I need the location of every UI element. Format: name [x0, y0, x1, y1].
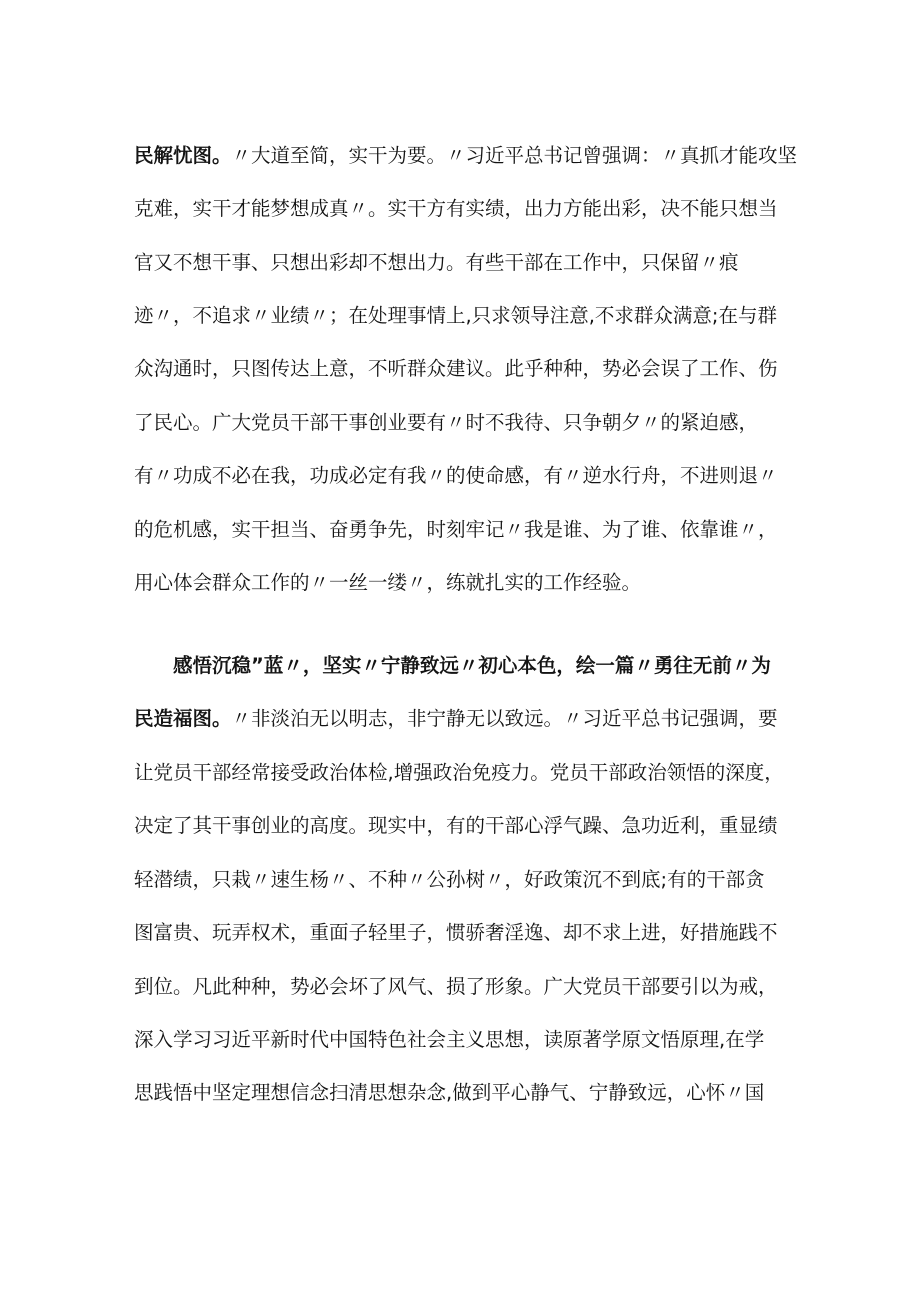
- paragraph-2-line-5: [134, 867, 765, 893]
- text-run: 克难，实干才能梦想成真〃。实干方有实绩，出力方能出彩，决不能只想当: [134, 197, 778, 220]
- text-run: 〃大道至简，实干为要。〃习近平总书记曾强调：〃真抓才能攻坚: [231, 144, 798, 167]
- paragraph-1-line-4: [134, 303, 777, 329]
- bold-run: 民造福图。: [134, 707, 232, 730]
- paragraph-2-line-4: [134, 813, 778, 839]
- text-run: 轻潜绩，只栽〃速生杨〃、不种〃公孙树〃，好政策沉不到底;有的干部贪: [134, 868, 765, 891]
- text-run: 用心体会群众工作的〃一丝一缕〃，练就扎实的工作经验。: [134, 571, 642, 594]
- paragraph-1-line-6: [134, 410, 758, 436]
- paragraph-1-line-7: [134, 463, 778, 489]
- paragraph-1-line-9: [134, 570, 641, 596]
- paragraph-1-line-1: [134, 143, 797, 169]
- text-run: 迹〃，不追求〃业绩〃；在处理事情上,只求领导注意,不求群众满意;在与群: [134, 304, 777, 327]
- text-run: 众沟通时，只图传达上意，不听群众建议。此乎种种，势必会误了工作、伤: [134, 357, 778, 380]
- text-run: 到位。凡此种种，势必会坏了风气、损了形象。广大党员干部要引以为戒，: [134, 975, 778, 998]
- paragraph-2-line-3: [134, 760, 784, 786]
- paragraph-2-line-8: [134, 1027, 764, 1053]
- paragraph-1-line-5: [134, 356, 778, 382]
- text-run: 思践悟中坚定理想信念扫清思想杂念,做到平心静气、宁静致远，心怀〃国: [134, 1081, 765, 1104]
- paragraph-2-line-1: [173, 653, 771, 679]
- bold-run: 民解忧图。: [134, 144, 232, 167]
- paragraph-2-line-2: [134, 706, 778, 732]
- paragraph-2-line-9: [134, 1080, 764, 1106]
- paragraph-1-line-3: [134, 250, 739, 276]
- bold-run: 感悟沉稳”蓝〃，坚实〃宁静致远〃初心本色，绘一篇〃勇往无前〃为: [173, 654, 771, 677]
- text-run: 的危机感，实干担当、奋勇争先，时刻牢记〃我是谁、为了谁、依靠谁〃，: [134, 518, 778, 541]
- text-run: 有〃功成不必在我，功成必定有我〃的使命感，有〃逆水行舟，不进则退〃: [134, 464, 778, 487]
- text-run: 让党员干部经常接受政治体检,增强政治免疫力。党员干部政治领悟的深度，: [134, 761, 784, 784]
- text-run: 了民心。广大党员干部干事创业要有〃时不我待、只争朝夕〃的紧迫感，: [134, 411, 759, 434]
- paragraph-2-line-6: [134, 920, 778, 946]
- text-run: 图富贵、玩弄权术，重面子轻里子，惯骄奢淫逸、却不求上进，好措施践不: [134, 921, 778, 944]
- text-run: 深入学习习近平新时代中国特色社会主义思想，读原著学原文悟原理,在学: [134, 1028, 765, 1051]
- text-run: 〃非淡泊无以明志，非宁静无以致远。〃习近平总书记强调，要: [231, 707, 778, 730]
- text-run: 决定了其干事创业的高度。现实中，有的干部心浮气躁、急功近利，重显绩: [134, 814, 778, 837]
- text-run: 官又不想干事、只想出彩却不想出力。有些干部在工作中，只保留〃痕: [134, 251, 739, 274]
- paragraph-1-line-8: [134, 517, 778, 543]
- paragraph-1-line-2: [134, 196, 778, 222]
- paragraph-2-line-7: [134, 974, 778, 1000]
